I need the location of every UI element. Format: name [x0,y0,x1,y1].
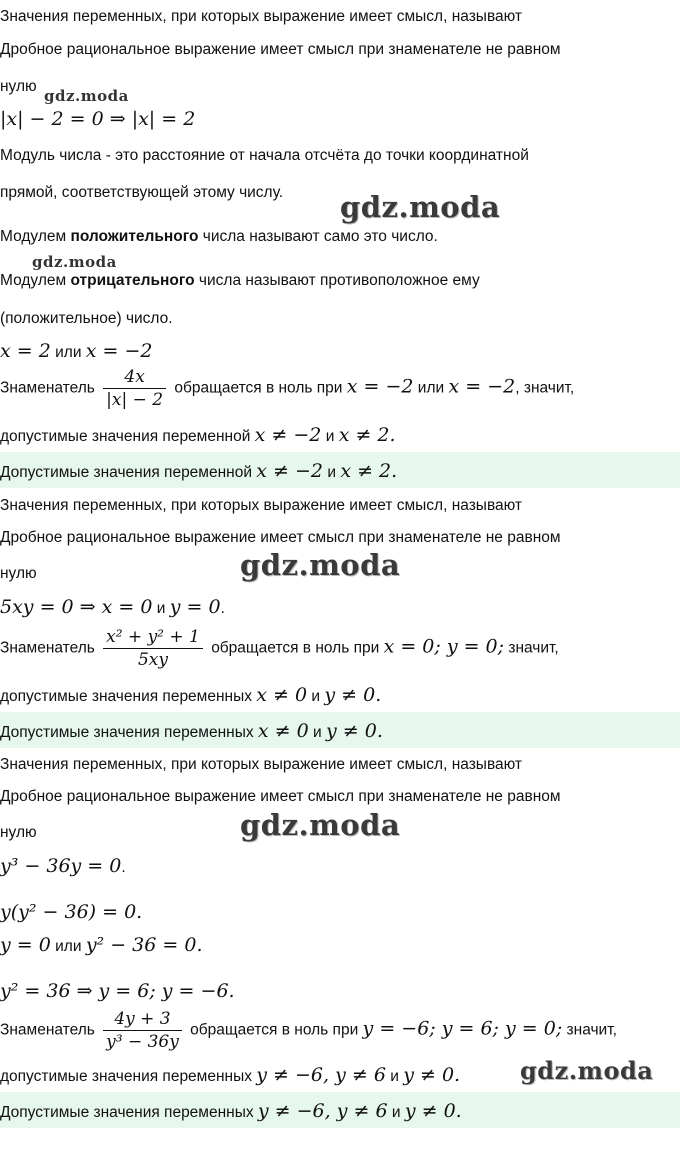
eq-5xy: 5xy = 0 ⇒ x = 0 [0,596,153,618]
root-b: x = −2 [85,340,153,362]
den-value-2: x = −2 [448,375,516,398]
answer-line [0,720,383,742]
fraction-numerator: 4y + 3 [114,1009,171,1029]
den-value-1: x = −2 [346,375,414,398]
answer-label: Допустимые значения переменных [0,724,254,741]
den-tail: значит, [566,1021,617,1039]
eq-root-a: y = 0 [0,934,51,956]
positive-rule-c: числа называют само это число. [198,228,438,245]
den-values: y = −6; y = 6; y = 0; [362,1017,563,1040]
allowed-values-1 [0,424,396,446]
modulus-definition-1: Модуль числа - это расстояние от начала отсчёта до точки координатной [0,147,529,164]
answer-v2: y ≠ 0. [326,720,383,742]
allowed-v2: y ≠ 0. [324,684,382,706]
answer-v2: x ≠ 2. [340,460,398,482]
rule-text-1b: нулю [0,78,37,95]
roots-line [0,340,153,362]
fraction-1 [103,366,166,411]
watermark-logo: gdz.moda [32,253,117,271]
den-label: Знаменатель [0,1021,95,1039]
fraction-2 [103,626,203,671]
answer-line [0,1100,462,1122]
modulus-definition-2: прямой, соответствующей этому числу. [0,184,284,201]
eq-y: y = 0 [169,596,221,618]
answer-v1: y ≠ −6, y ≠ 6 [257,1100,388,1122]
answer-and: и [391,1104,401,1121]
positive-rule-bold: положительного [70,228,199,245]
answer-v1: x ≠ −2 [256,460,324,482]
allowed-and: и [390,1068,399,1085]
den-text: обращается в ноль при [174,379,343,397]
intro-text-1: Значения переменных, при которых выражение имеет смысл, называют [0,8,523,25]
equation-cubic [0,855,126,877]
allowed-values-3 [0,1064,460,1086]
intro-text-2: Значения переменных, при которых выражение имеет смысл, называют [0,497,523,514]
answer-label: Допустимые значения переменных [0,1104,254,1121]
den-tail: , значит, [515,379,575,397]
allowed-v2: x ≠ 2. [338,424,396,446]
allowed-label: допустимые значения переменной [0,428,251,445]
fraction-numerator: 4x [124,367,145,387]
equation-abs: |x| − 2 = 0 ⇒ |x| = 2 [0,108,196,130]
allowed-label: допустимые значения переменных [0,1068,252,1085]
negative-rule [0,272,480,290]
rule-text-2b: нулю [0,565,37,582]
den-text: обращается в ноль при [211,639,380,657]
den-label: Знаменатель [0,379,95,397]
fraction-denominator: |x| − 2 [103,388,166,411]
answer-label: Допустимые значения переменной [0,464,252,481]
allowed-label: допустимые значения переменных [0,688,252,705]
denominator-line-2 [0,626,559,671]
rule-text-3b: нулю [0,824,37,841]
root-a: x = 2 [0,340,51,362]
eq-dot: . [220,600,225,617]
intro-text-3: Значения переменных, при которых выражение имеет смысл, называют [0,756,523,773]
equation-5xy [0,596,225,618]
rule-text-3: Дробное рациональное выражение имеет смысл при знаменателе не равном [0,788,561,805]
equation-roots [0,934,202,956]
negative-rule-d: (положительное) число. [0,310,173,327]
fraction-denominator: 5xy [103,648,203,671]
watermark-logo: gdz.moda [240,808,401,842]
watermark-logo: gdz.moda [340,190,501,224]
fraction-3 [103,1008,182,1053]
answer-and: и [327,464,337,481]
den-tail: значит, [508,639,559,657]
equation-square: y² = 36 ⇒ y = 6; y = −6. [0,980,235,1002]
eq-root-b: y² − 36 = 0. [85,934,203,956]
denominator-line-1 [0,366,574,411]
answer-v2: y ≠ 0. [404,1100,462,1122]
watermark-logo: gdz.moda [520,1056,654,1085]
den-label: Знаменатель [0,639,95,657]
eq-and: и [156,600,166,617]
denominator-line-3 [0,1008,617,1053]
rule-text-2: Дробное рациональное выражение имеет смысл при знаменателе не равном [0,529,561,546]
allowed-v2: y ≠ 0. [403,1064,461,1086]
allowed-and: и [325,428,335,445]
equation-factored: y(y² − 36) = 0. [0,901,143,923]
roots-or: или [50,344,86,361]
answer-box-2 [0,712,680,748]
negative-rule-a: Модулем [0,272,71,289]
allowed-v1: y ≠ −6, y ≠ 6 [256,1064,386,1086]
eq-or: или [55,938,82,955]
rule-text-1: Дробное рациональное выражение имеет смысл при знаменателе не равном [0,41,561,58]
answer-and: и [313,724,322,741]
allowed-v1: x ≠ 0 [256,684,308,706]
answer-box-3 [0,1092,680,1128]
allowed-and: и [311,688,321,705]
negative-rule-c: числа называют противоположное ему [194,272,480,289]
answer-box-1 [0,452,680,488]
watermark-logo: gdz.moda [44,87,129,105]
den-values: x = 0; y = 0; [383,635,505,658]
watermark-logo: gdz.moda [240,548,401,582]
eq-dot: . [121,859,126,876]
den-or: или [417,379,445,397]
fraction-denominator: y³ − 36y [103,1030,182,1053]
allowed-v1: x ≠ −2 [254,424,322,446]
answer-line [0,460,397,482]
negative-rule-bold: отрицательного [70,272,195,289]
positive-rule-a: Модулем [0,228,71,245]
fraction-numerator: x² + y² + 1 [106,627,200,647]
eq-cubic: y³ − 36y = 0 [0,855,122,877]
positive-rule [0,228,438,246]
allowed-values-2 [0,684,381,706]
answer-v1: x ≠ 0 [257,720,309,742]
den-text: обращается в ноль при [190,1021,359,1039]
